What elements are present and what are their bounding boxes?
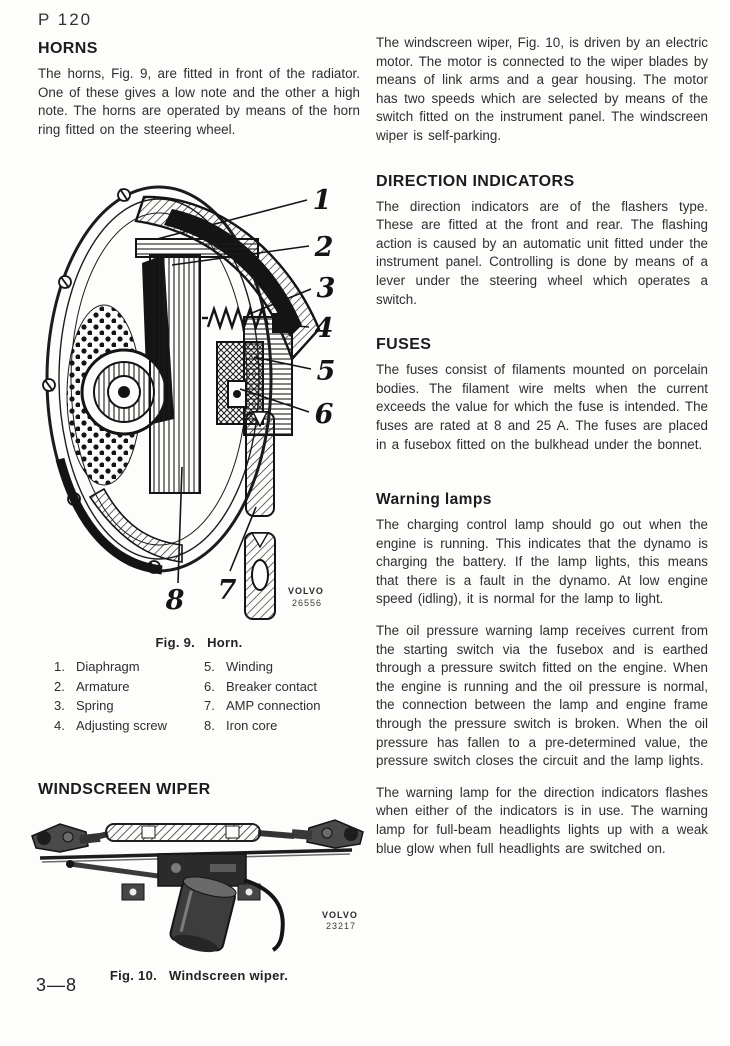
breaker-contact xyxy=(228,381,246,407)
legend-label: Spring xyxy=(76,698,114,714)
legend-item xyxy=(204,696,320,716)
callout-5: 5 xyxy=(316,356,336,388)
warning-lamps-paragraph-3: The warning lamp for the direction indicators flashes when either of the indicators is in use. The warning lamp for full-beam headlights lights up with a weak blue glow when full headlights are switched on. xyxy=(376,784,708,856)
legend-label: Iron core xyxy=(226,717,278,733)
direction-indicators-paragraph: The direction indicators are of the flashers type. These are fitted at the front and rear. The flashing action is caused by an automatic unit fitted under the instrument panel. Controlling is done by means of a lever under the steering wheel which operates a switch. xyxy=(376,198,708,307)
legend-num: 6. xyxy=(204,678,215,694)
figure9-caption-label: Fig. 9. xyxy=(155,635,196,651)
column-left xyxy=(38,40,360,983)
legend-item xyxy=(54,657,204,677)
callout-1: 1 xyxy=(312,185,332,217)
figure9-watermark-number: 26556 xyxy=(292,598,323,609)
wiper-intro-paragraph: The windscreen wiper, Fig. 10, is driven by an electric motor. The motor is connected to the wiper blades by means of link arms and a gear housing. The motor has two speeds which are selected by means of the switch fitted on the instrument panel. The windscreen wiper is self-parking. xyxy=(376,35,708,143)
wiper-illustration xyxy=(30,808,365,958)
figure-wiper xyxy=(30,808,360,963)
figure10-watermark xyxy=(322,910,358,931)
figure9-caption-title: Horn. xyxy=(207,635,243,651)
warning-lamps-heading: Warning lamps xyxy=(376,491,492,509)
legend-label: Diaphragm xyxy=(76,659,140,675)
legend-label: Armature xyxy=(76,678,130,694)
horn-illustration xyxy=(32,167,354,625)
section-fuses xyxy=(376,336,708,454)
figure9-watermark xyxy=(288,586,324,608)
legend-column-1 xyxy=(54,657,204,735)
warning-lamps-paragraph-1: The charging control lamp should go out when the engine is running. This indicates that the dynamo is charging the battery. If the lamp lights, this means that there is a fault in the dynamo. At low engine speed (idling), it is normal for the lamp to light. xyxy=(376,517,708,607)
legend-item xyxy=(54,677,204,697)
figure9-caption xyxy=(38,635,360,650)
callout-7: 7 xyxy=(217,575,237,607)
fuses-heading: FUSES xyxy=(376,336,432,354)
horns-heading: HORNS xyxy=(38,40,98,57)
legend-label: Winding xyxy=(226,659,273,675)
callout-4: 4 xyxy=(314,313,334,345)
wiper-right-spindle xyxy=(292,820,363,848)
wiper-crossbar xyxy=(80,824,294,841)
figure10-watermark-number: 23217 xyxy=(326,921,357,932)
warning-lamps-paragraph-2: The oil pressure warning lamp receives current from the starting switch via the fusebox and is earthed through a pressure switch fitted on the engine. When the engine is running and the oil pressure is normal, the connection between the lamp and engine frame through the pressure switch is broken. When the oil pressure has fallen to a pre-determined value, the pressure switch closes the circuit and the lamp lights. xyxy=(376,623,708,769)
column-right xyxy=(376,34,708,858)
amp-bracket xyxy=(245,412,275,619)
figure10-caption-title: Windscreen wiper. xyxy=(169,968,289,984)
horns-paragraph: The horns, Fig. 9, are fitted in front of the radiator. One of these gives a low note and the other a high note. The horns are operated by means of the horn ring fitted on the steering wheel. xyxy=(38,66,360,137)
legend-column-2 xyxy=(204,657,320,735)
section-warning-lamps xyxy=(376,491,708,858)
callout-3: 3 xyxy=(316,273,336,305)
callout-8: 8 xyxy=(165,585,185,617)
legend-item xyxy=(204,716,320,736)
legend-num: 7. xyxy=(204,698,215,714)
legend-label: Breaker contact xyxy=(226,678,318,694)
legend-item xyxy=(204,677,320,697)
figure10-watermark-brand: VOLVO xyxy=(322,910,358,921)
figure9-watermark-brand: VOLVO xyxy=(288,586,324,597)
figure-horn xyxy=(32,167,360,630)
fuses-paragraph: The fuses consist of filaments mounted on porcelain bodies. The filament wire melts when the current exceeds the value for which the fuse is intended. The fuses are rated at 8 and 25 A. The fuses are placed in a fusebox fitted on the bulkhead under the bonnet. xyxy=(376,362,708,452)
section-direction-indicators xyxy=(376,173,708,310)
windscreen-wiper-heading: WINDSCREEN WIPER xyxy=(38,781,211,799)
callout-2: 2 xyxy=(314,232,334,264)
legend-item xyxy=(54,696,204,716)
callout-6: 6 xyxy=(314,399,334,431)
legend-item xyxy=(204,657,320,677)
iron-core-column xyxy=(150,255,200,493)
direction-indicators-heading: DIRECTION INDICATORS xyxy=(376,172,575,190)
legend-num: 4. xyxy=(54,717,65,733)
legend-num: 3. xyxy=(54,698,65,714)
legend-num: 2. xyxy=(54,678,65,694)
spring-coil xyxy=(202,309,268,327)
legend-item xyxy=(54,716,204,736)
legend-num: 8. xyxy=(204,717,215,733)
legend-label: AMP connection xyxy=(226,698,321,714)
legend-label: Adjusting screw xyxy=(76,717,168,733)
page-header-code: P 120 xyxy=(38,10,93,29)
figure9-legend xyxy=(38,657,360,735)
legend-num: 5. xyxy=(204,659,215,675)
legend-num: 1. xyxy=(54,659,65,675)
figure10-caption xyxy=(38,968,360,983)
figure10-caption-label: Fig. 10. xyxy=(109,968,158,984)
page-footer-number: 3—8 xyxy=(36,975,78,995)
